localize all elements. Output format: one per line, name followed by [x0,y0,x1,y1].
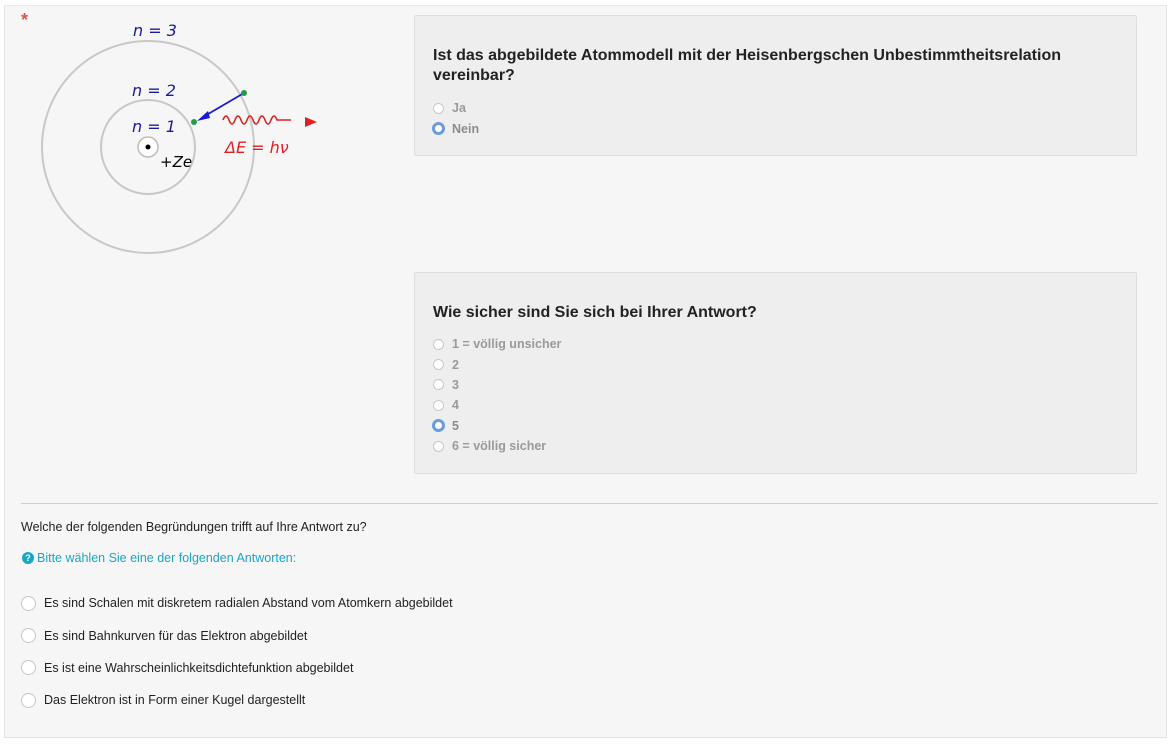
radio-ja[interactable] [433,103,444,114]
answer-option-4-label: Das Elektron ist in Form einer Kugel dargestellt [44,693,306,708]
question-2-box [414,272,1137,474]
radio-4[interactable] [433,400,444,411]
nucleus-dot [146,145,151,150]
radio-6[interactable] [433,441,444,452]
survey-panel [4,5,1167,738]
option-4[interactable] [433,395,561,415]
required-marker: * [21,10,29,30]
electron-outer [241,90,247,96]
label-n2: n = 2 [132,81,176,100]
option-4-label: 4 [452,398,459,413]
option-nein[interactable] [433,118,479,138]
answer-radio-4[interactable] [21,693,36,708]
answer-radio-3[interactable] [21,660,36,675]
option-ja-label: Ja [452,101,466,116]
answer-option-3[interactable] [21,652,453,684]
option-1[interactable] [433,334,561,354]
answer-option-1-label: Es sind Schalen mit diskretem radialen Abstand vom Atomkern abgebildet [44,596,453,611]
answer-option-3-label: Es ist eine Wahrscheinlichkeitsdichtefunktion abgebildet [44,660,354,675]
radio-5-selected[interactable] [432,419,445,432]
option-2[interactable] [433,354,561,374]
question-2-options [433,334,561,456]
answer-radio-2[interactable] [21,628,36,643]
photon-wave [223,116,291,124]
label-nucleus: +Ze [160,153,193,171]
photon-arrowhead [305,117,317,127]
transition-arrow [203,93,244,117]
question-1-box [414,15,1137,156]
option-ja[interactable] [433,98,479,118]
transition-arrowhead [197,111,210,121]
question-2-title: Wie sicher sind Sie sich bei Ihrer Antwort? [433,304,757,321]
option-5-label: 5 [452,418,459,433]
option-5[interactable] [433,416,561,436]
option-2-label: 2 [452,357,459,372]
radio-3[interactable] [433,379,444,390]
bohr-atom-diagram [25,16,345,266]
radio-1[interactable] [433,339,444,350]
answer-option-1[interactable] [21,587,453,619]
question-3-options [21,587,453,717]
question-3-hint [22,551,296,565]
radio-2[interactable] [433,359,444,370]
question-1-options [433,98,479,139]
option-3[interactable] [433,375,561,395]
answer-option-4[interactable] [21,684,453,716]
option-3-label: 3 [452,377,459,392]
radio-nein-selected[interactable] [432,122,445,135]
answer-option-2-label: Es sind Bahnkurven für das Elektron abgebildet [44,628,308,643]
label-energy: ΔE = hν [225,138,289,157]
question-1-title: Ist das abgebildete Atommodell mit der Heisenbergschen Unbestimmtheitsrelation vereinbar? [433,47,1061,84]
question-3-hint-text: Bitte wählen Sie eine der folgenden Antworten: [37,551,297,565]
option-nein-label: Nein [452,121,480,136]
option-6[interactable] [433,436,561,456]
option-1-label: 1 = völlig unsicher [452,337,562,352]
label-n3: n = 3 [133,21,177,40]
answer-option-2[interactable] [21,619,453,651]
help-circle-icon: ? [22,552,34,564]
section-divider [21,503,1158,504]
electron-inner [191,119,197,125]
option-6-label: 6 = völlig sicher [452,439,547,454]
label-n1: n = 1 [132,117,176,136]
question-3-title: Welche der folgenden Begründungen trifft auf Ihre Antwort zu? [21,520,367,534]
answer-radio-1[interactable] [21,596,36,611]
